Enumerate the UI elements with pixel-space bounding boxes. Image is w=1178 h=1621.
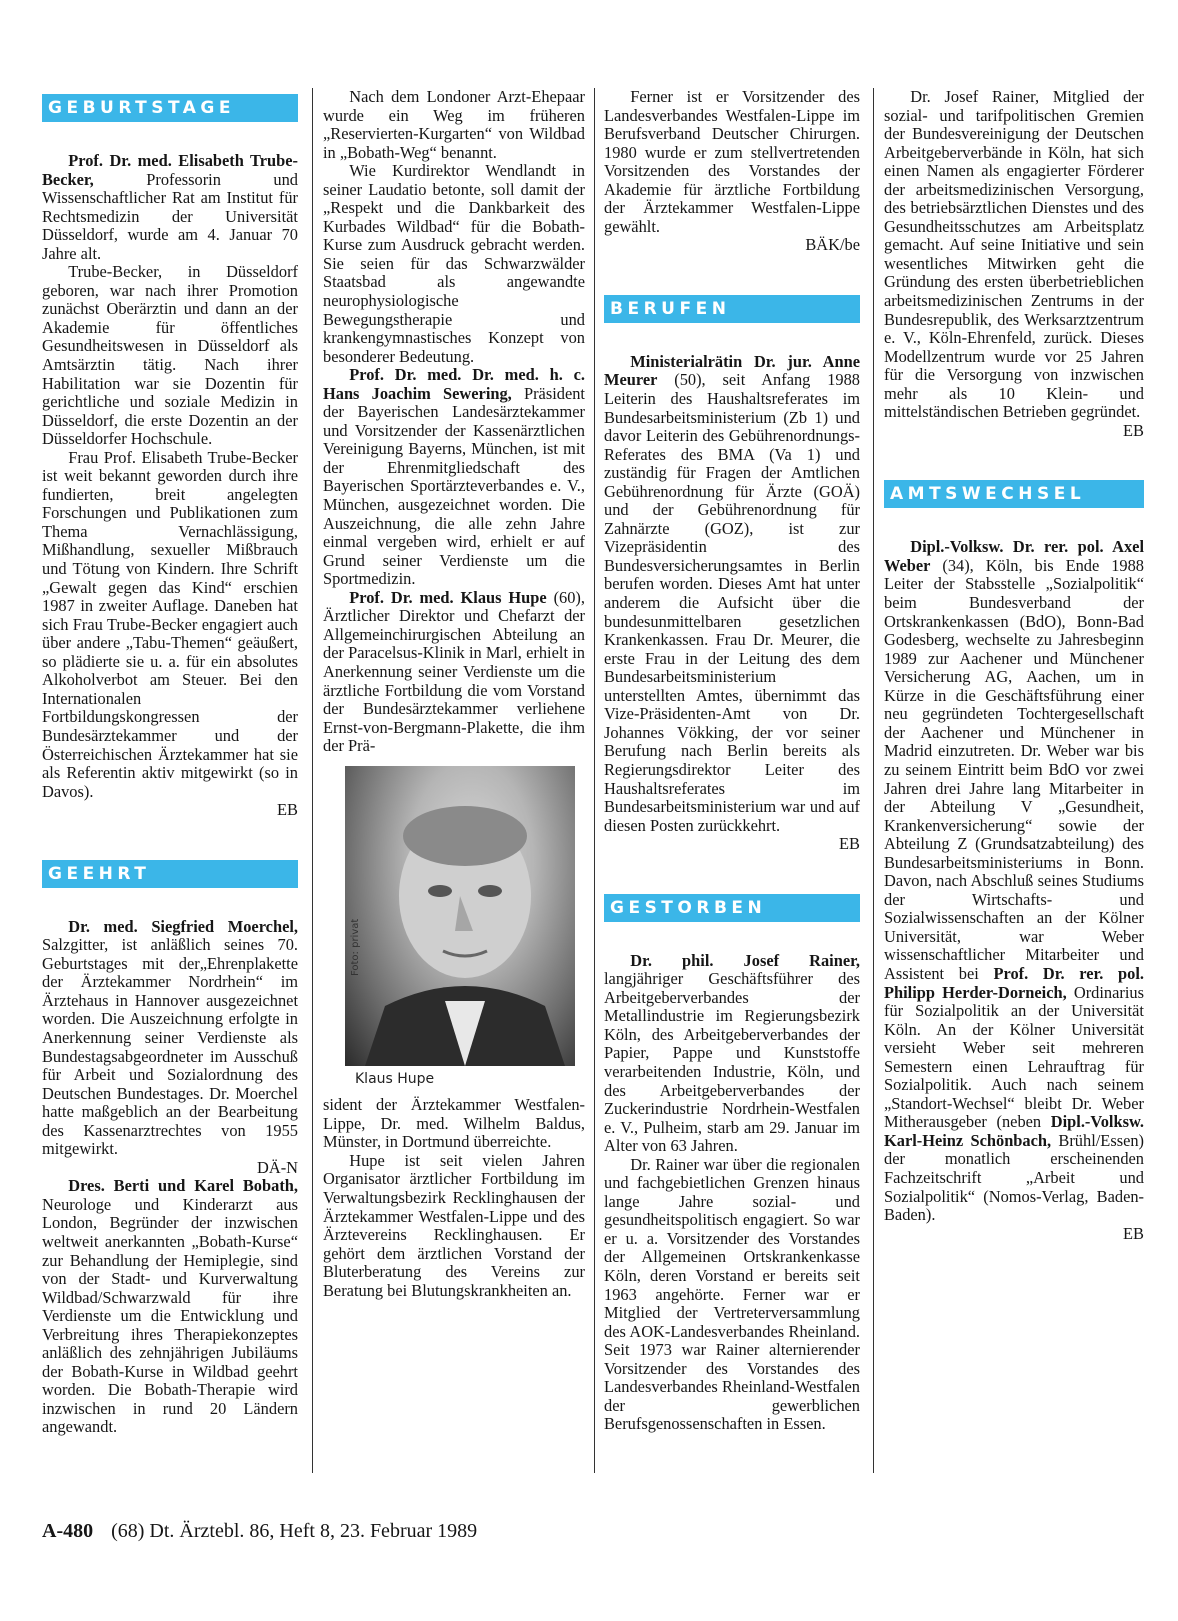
article-sewering: [323, 366, 585, 589]
person-name: Dipl.-Volksw. Karl-Heinz Schönbach,: [884, 1112, 1144, 1150]
person-name: Dr. phil. Josef Rainer,: [630, 950, 860, 970]
article-text: (34), Köln, bis Ende 1988 Leiter der Stabsstelle „Sozialpolitik“ beim Bundesverband der Ortskrankenkassen (BdO), Bonn-Bad Godesberg, wechselte zu Jahresbeginn 1989 zur Aachener und Münchener Versicherung AG, Aachen, um in Kürze in die Geschäftsführung einer neu gegründeten Tochtergesellschaft der Aachener und Münchener in Madrid einzutreten. Dr. Weber war bis zu seinem Eintritt beim BdO vor zwei Jahren drei Jahre lang Mitarbeiter in der Abteilung V „Gesundheit, Krankenversicherung“ sowie der Abteilung Z (Grundsatzabteilung) des Bundesarbeitsministeriums in Bonn. Davon, nach Abschluß seines Studiums der Wirtschafts- und Sozialwissenschaften an der Kölner Universität, war Weber wissenschaftlicher Mitarbeiter und Assistent bei: [884, 555, 1144, 983]
article-text: Salzgitter, ist anläßlich seines 70. Geburtstages mit der„Ehrenplakette der Ärztekammer Nordrhein“ im Ärztehaus in Hannover ausgezeichnet worden. Die Auszeichnung erfolgte in Anerkennung seiner Verdienste als Bundestagsabgeordneter im Ausschuß für Arbeit und Sozialordnung des Deutschen Bundestages. Dr. Moerchel hatte maßgeblich an der Bearbeitung des Kassenarztrechtes von 1955 mitgewirkt.: [42, 935, 298, 1159]
article-paragraph: Trube-Becker, in Düsseldorf geboren, war nach ihrer Promotion zunächst Oberärztin und dann an der Akademie für öffentliches Gesundheitswesen in Düsseldorf als Amtsärztin tätig. Nach ihrer Habilitation war sie Dozentin für gerichtliche und soziale Medizin in Düsseldorf, die erste Dozentin an der Düsseldorfer Hochschule.: [42, 262, 298, 449]
article-paragraph: Hupe ist seit vielen Jahren Organisator ärztlicher Fortbildung im Verwaltungsbezirk Recklinghausen der Ärztekammer Westfalen-Lippe und des Ärztevereins Recklinghausen. Er gehört dem ärztlichen Vorstand der Bluterberatung des Vereins zur Beratung bei Blutungskrankheiten an.: [323, 1150, 585, 1300]
section-banner-geburtstage: GEBURTSTAGE: [42, 94, 298, 122]
person-name: Dres. Berti und Karel Bobath,: [68, 1176, 298, 1196]
column-2: [323, 88, 585, 1498]
author-signature: EB: [277, 800, 298, 820]
article-paragraph: Wie Kurdirektor Wendlandt in seiner Laudatio betonte, soll damit der „Respekt und die Dankbarkeit des Kurbades Wildbad“ für die Bobath-Kurse zum Ausdruck gebracht werden. Sie seien für das Schwarzwälder Staatsbad als angewandte neurophysiologische Bewegungstherapie und krankengymnastisches Konzept von besonderer Bedeutung.: [323, 161, 585, 366]
article-paragraph: sident der Ärztekammer Westfalen-Lippe, Dr. med. Wilhelm Baldus, Münster, in Dortmund überreichte.: [323, 1095, 585, 1152]
article-text: Brühl/Essen) der monatlich erscheinenden Fachzeitschrift „Arbeit und Sozialpolitik“ (Nomos-Verlag, Baden-Baden).: [884, 1130, 1144, 1225]
article-text: Professorin und Wissenschaftlicher Rat am Institut für Rechtsmedizin der Universität Düsseldorf, wurde am 4. Januar 70 Jahre alt.: [42, 169, 298, 263]
article-paragraph: Nach dem Londoner Arzt-Ehepaar wurde ein Weg im früheren „Reservierten-Kurgarten“ von Wildbad in „Bobath-Weg“ benannt.: [323, 88, 585, 162]
portrait-illustration: [345, 766, 575, 1066]
portrait-figure: [345, 766, 575, 1089]
column-4: [884, 88, 1144, 1498]
column-rule: [873, 88, 874, 1473]
article-bobath: [42, 1177, 298, 1437]
article-moerchel: [42, 918, 298, 1159]
article-weber: [884, 538, 1144, 1224]
person-name: Prof. Dr. med. Klaus Hupe: [349, 587, 547, 607]
article-hupe: [323, 589, 585, 756]
article-paragraph: Frau Prof. Elisabeth Trube-Becker ist weit bekannt geworden durch ihre fundierten, breit angelegten Forschungen und Publikationen zum Thema Vernachlässigung, Mißhandlung, sexueller Mißbrauch und Tötung von Kindern. Ihre Schrift „Gewalt gegen das Kind“ erschien 1987 in zweiter Auflage. Daneben hat sich Frau Trube-Becker engagiert auch über andere „Tabu-Themen“ geäußert, so plädierte sie u. a. für ein absolutes Alkoholverbot am Steuer. Bei den Internationalen Fortbildungskongressen der Bundesärztekammer und der Österreichischen Ärztekammer hat sie als Referentin aktiv mitgewirkt (so in Davos).: [42, 447, 298, 801]
person-name: Prof. Dr. med. Elisabeth Trube-Becker,: [42, 151, 298, 189]
author-signature: EB: [839, 834, 860, 854]
column-rule: [594, 88, 595, 1473]
article-text: Ordinarius für Sozialpolitik an der Universität Köln. An der Kölner Universität versieht Weber seit mehreren Semestern einen Lehrauftrag für Sozialpolitik. Auch nach seinem „Standort-Wechsel“ bleibt Dr. Weber Mitherausgeber (neben: [884, 982, 1144, 1132]
journal-citation: (68) Dt. Ärztebl. 86, Heft 8, 23. Februar 1989: [111, 1520, 478, 1542]
section-banner-gestorben: GESTORBEN: [604, 894, 860, 922]
article-paragraph: Ferner ist er Vorsitzender des Landesverbandes Westfalen-Lippe im Berufsverband Deutscher Chirurgen. 1980 wurde er zum stellvertretenden Vorsitzenden des Vorstandes der Akademie für ärztliche Fortbildung der Ärztekammer Westfalen-Lippe gewählt.: [604, 88, 860, 236]
article-paragraph: Dr. Rainer war über die regionalen und fachgebietlichen Grenzen hinaus lange Jahre sozial- und gesundheitspolitisch engagiert. So war er u. a. Vorsitzender des Vorstandes der Allgemeinen Ortskrankenkasse Köln, deren Vorstand er bereits seit 1963 angehörte. Ferner war er Mitglied der Vertreterversammlung des AOK-Landesverbandes Rheinland. Seit 1973 war Rainer alternierender Vorsitzender des Vorstandes des Landesverbandes Rheinland-Westfalen der gewerblichen Berufsgenossenschaften in Essen.: [604, 1154, 860, 1434]
person-name: Dr. med. Siegfried Moerchel,: [68, 916, 298, 936]
column-1: [42, 88, 298, 1498]
photo-caption: Klaus Hupe: [355, 1070, 435, 1087]
article-text: (50), seit Anfang 1988 Leiterin des Haushaltsreferates im Bundesarbeitsministerium (Zb 1) und davor Leiterin des Gebührenordnungs-Referates des BMA (Va 1) und zuständig für Fragen der Amtlichen Gebührenordnung für Ärzte (GOÄ) und der Gebührenordnung für Zahnärzte (GOZ), ist zur Vizepräsidentin des Bundesversicherungsamtes in Berlin berufen worden. Dieses Amt hat unter anderem die Aufsicht über die bundesunmittelbaren gesetzlichen Krankenkassen. Frau Dr. Meurer, die erste Frau in der Leitung des dem Bundesarbeitsministerium unterstellten Amtes, übernimmt das Vize-Präsidenten-Amt von Dr. Johannes Vökking, der vor seiner Berufung nach Berlin bereits als Regierungsdirektor Leiter des Haushaltsreferates im Bundesarbeitsministerium war und auf diesen Posten zurückkehrt.: [604, 370, 860, 835]
article-text: Neurologe und Kinderarzt aus London, Begründer der inzwischen weltweit anerkannten „Bobath-Kurse“ zur Behandlung der Hemiplegie, sind von der Stadt- und Kurverwaltung Wildbad/Schwarzwald für ihre Verdienste um die Entwicklung und Verbreitung ihres Therapiekonzeptes anläßlich des zehnjährigen Jubiläums der Bobath-Kurse in Wildbad geehrt worden. Die Bobath-Therapie wird inzwischen in rund 20 Ländern angewandt.: [42, 1194, 298, 1437]
person-name: Dipl.-Volksw. Dr. rer. pol. Axel Weber: [884, 537, 1144, 575]
article-text: Präsident der Bayerischen Landesärztekammer und Vorsitzender der Kassenärztlichen Vereinigung Bayerns, München, ist mit der Ehrenmitgliedschaft des Bayerischen Sportärzteverbandes e. V., München, ausgezeichnet worden. Die Auszeichnung, die alle zehn Jahre einmal vergeben wird, erhielt er auf Grund seiner Verdienste um die Sportmedizin.: [323, 383, 585, 589]
article-rainer: [604, 952, 860, 1156]
photo-credit: Foto: privat: [350, 918, 361, 976]
column-rule: [312, 88, 313, 1473]
author-signature: EB: [1123, 420, 1144, 440]
page-footer: [42, 1520, 477, 1543]
page-number: A-480: [42, 1520, 94, 1542]
section-banner-berufen: BERUFEN: [604, 295, 860, 323]
article-text: (60), Ärztlicher Direktor und Chefarzt der Allgemeinchirurgischen Abteilung an der Paracelsus-Klinik in Marl, erhielt in Anerkennung seiner Verdienste um die ärztliche Fortbildung die vom Vorstand der Bundesärztekammer verliehene Ernst-von-Bergmann-Plakette, die ihm der Prä-: [323, 587, 585, 756]
section-banner-geehrt: GEEHRT: [42, 860, 298, 888]
person-name: Ministerialrätin Dr. jur. Anne Meurer: [604, 351, 860, 390]
author-signature: EB: [1123, 1223, 1144, 1243]
portrait-photo: [345, 766, 575, 1066]
person-name: Prof. Dr. rer. pol. Philipp Herder-Dorneich,: [884, 963, 1144, 1002]
article-trube-becker: [42, 152, 298, 263]
article-paragraph: Dr. Josef Rainer, Mitglied der sozial- und tarifpolitischen Gremien der Bundesvereinigung der Deutschen Arbeitgeberverbände in Köln, hat sich einen Namen als engagierter Förderer der arbeitsmedizinischen Versorgung, des betriebsärztlichen Dienstes und des Gesundheitsschutzes am Arbeitsplatz gemacht. Auf seine Initiative und sein wesentliches Mitwirken geht die Gründung des ersten überbetrieblichen arbeitsmedizinischen Zentrums in der Bundesrepublik, des Werksarztzentrum e. V., Köln-Ehrenfeld, zurück. Dieses Modellzentrum wurde vor 25 Jahren für die Versorgung von inzwischen mehr als 10 Klein- und mittelständischen Betrieben gegründet.: [884, 88, 1144, 422]
section-banner-amtswechsel: AMTSWECHSEL: [884, 480, 1144, 508]
article-meurer: [604, 353, 860, 835]
author-signature: DÄ-N: [257, 1157, 298, 1177]
author-signature: BÄK/be: [805, 235, 860, 255]
column-3: [604, 88, 860, 1498]
article-text: langjähriger Geschäftsführer des Arbeitgeberverbandes der Metallindustrie im Regierungsbezirk Köln, des Arbeitgeberverbandes der Papier, Pappe und Kunststoffe verarbeitenden Industrie, Köln, und des Arbeitgeberverbandes der Zuckerindustrie Nordrhein-Westfalen e. V., Pulheim, starb am 29. Januar im Alter von 63 Jahren.: [604, 969, 860, 1156]
person-name: Prof. Dr. med. Dr. med. h. c. Hans Joachim Sewering,: [323, 365, 585, 403]
